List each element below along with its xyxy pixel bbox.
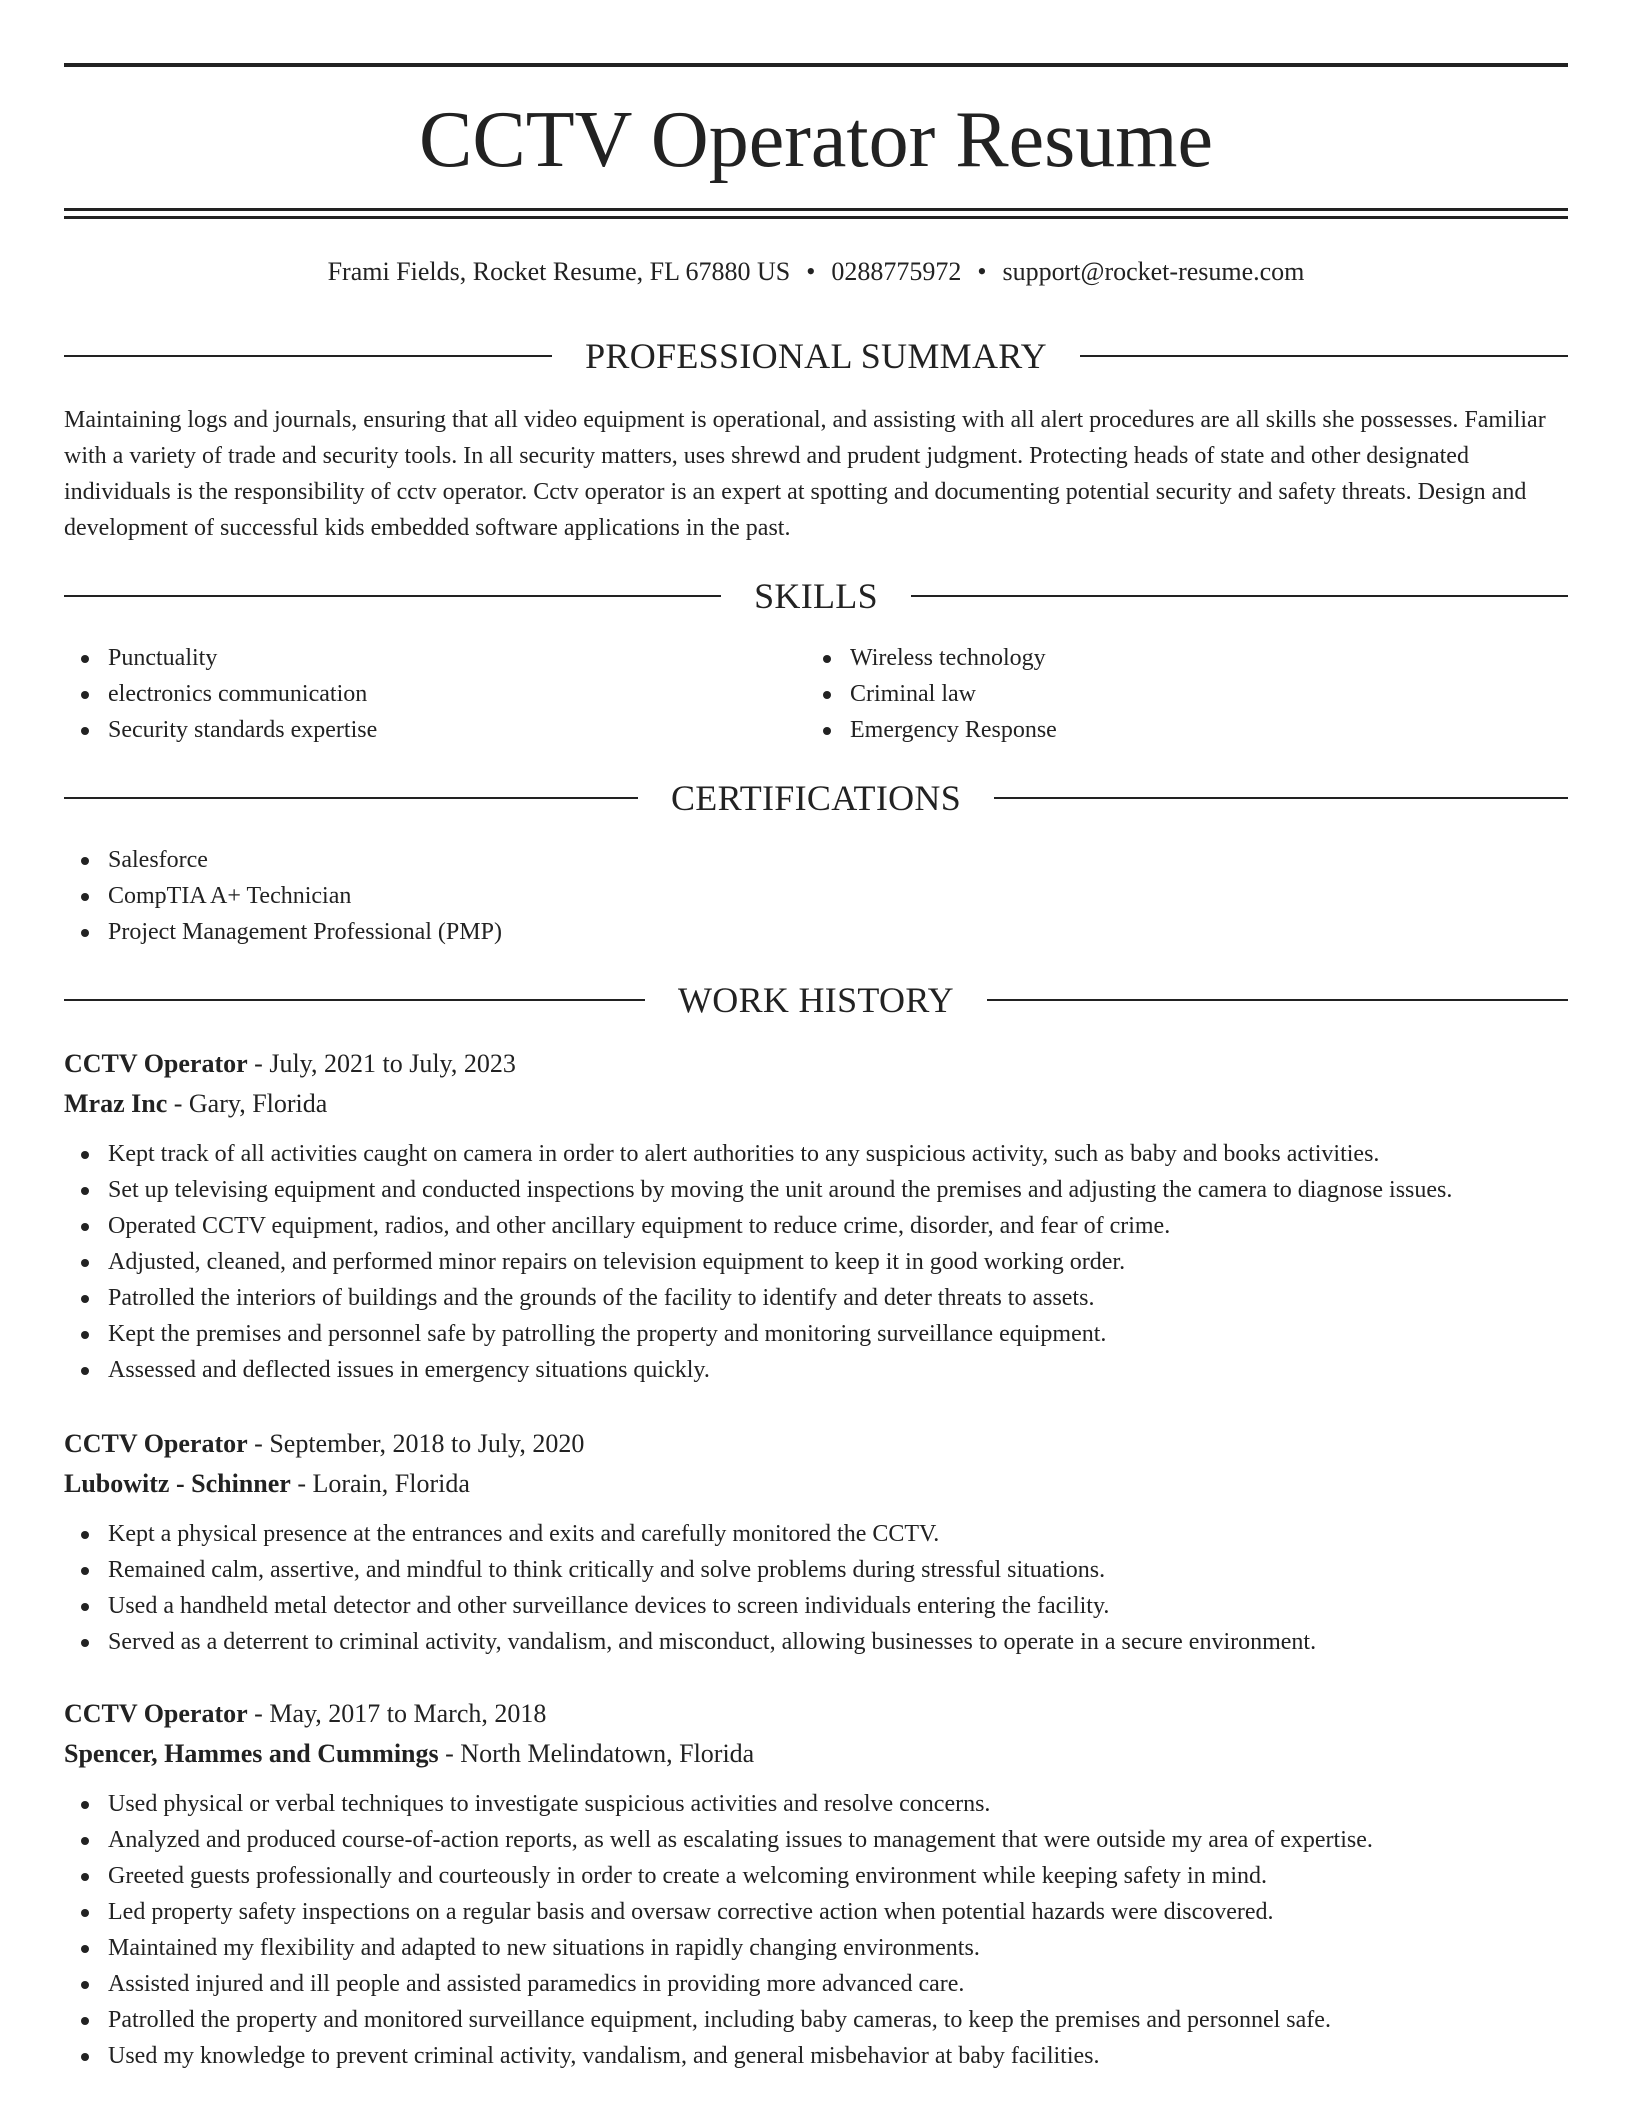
section-heading-summary (64, 336, 1568, 376)
list-item: Wireless technology (806, 640, 1548, 676)
list-item: Assessed and deflected issues in emergency situations quickly. (64, 1352, 1568, 1388)
heading-rule (911, 595, 1568, 597)
company-name: Spencer, Hammes and Cummings (64, 1739, 439, 1768)
heading-rule (64, 355, 552, 357)
company-location: - North Melindatown, Florida (438, 1739, 755, 1768)
job-company-line (64, 1734, 1568, 1774)
list-item: Operated CCTV equipment, radios, and other ancillary equipment to reduce crime, disorder, and fear of crime. (64, 1208, 1568, 1244)
summary-text: Maintaining logs and journals, ensuring that all video equipment is operational, and assisting with all alert procedures are all skills she possesses. Familiar with a variety of trade and security tools. In all security matters, uses shrewd and prudent judgment. Protecting heads of state and other designated individuals is the responsibility of cctv operator. Cctv operator is an expert at spotting and documenting potential security and safety threats. Design and development of successful kids embedded software applications in the past. (64, 407, 1546, 541)
list-item: Emergency Response (806, 712, 1548, 748)
list-item: Kept the premises and personnel safe by patrolling the property and monitoring surveillance equipment. (64, 1316, 1568, 1352)
list-item: Analyzed and produced course-of-action reports, as well as escalating issues to management that were outside my area of expertise. (64, 1822, 1568, 1858)
job-dates: - September, 2018 to July, 2020 (247, 1429, 585, 1458)
job-role-line (64, 1044, 1568, 1084)
section-title: PROFESSIONAL SUMMARY (585, 336, 1047, 376)
company-name: Mraz Inc (64, 1089, 168, 1118)
list-item: Project Management Professional (PMP) (64, 914, 1568, 950)
certifications-list (64, 842, 1568, 950)
job-duties (64, 1786, 1568, 2074)
section-title: WORK HISTORY (678, 980, 954, 1020)
page-title: CCTV Operator Resume (419, 96, 1213, 184)
list-item: Assisted injured and ill people and assisted paramedics in providing more advanced care. (64, 1966, 1568, 2002)
list-item: Served as a deterrent to criminal activity, vandalism, and misconduct, allowing businesses to operate in a secure environment. (64, 1624, 1568, 1660)
list-item: CompTIA A+ Technician (64, 878, 1568, 914)
list-item: Led property safety inspections on a regular basis and oversaw corrective action when potential hazards were discovered. (64, 1894, 1568, 1930)
list-item: Patrolled the interiors of buildings and the grounds of the facility to identify and deter threats to assets. (64, 1280, 1568, 1316)
heading-rule (64, 797, 638, 799)
list-item: Criminal law (806, 676, 1548, 712)
contact-email[interactable]: support@rocket-resume.com (1002, 257, 1305, 286)
list-item: Greeted guests professionally and courteously in order to create a welcoming environment while keeping safety in mind. (64, 1858, 1568, 1894)
job-duties (64, 1136, 1568, 1388)
company-location: - Gary, Florida (167, 1089, 328, 1118)
list-item: Used my knowledge to prevent criminal activity, vandalism, and general misbehavior at baby facilities. (64, 2038, 1568, 2074)
list-item: Remained calm, assertive, and mindful to think critically and solve problems during stressful situations. (64, 1552, 1568, 1588)
job-role-line (64, 1694, 1568, 1734)
list-item: Maintained my flexibility and adapted to new situations in rapidly changing environments. (64, 1930, 1568, 1966)
job-company-line (64, 1084, 1568, 1124)
section-title: CERTIFICATIONS (670, 778, 962, 818)
job-role-line (64, 1424, 1568, 1464)
title-double-rule (64, 208, 1568, 219)
job-entry (64, 1694, 1568, 2074)
job-entry (64, 1424, 1568, 1660)
list-item: Salesforce (64, 842, 1568, 878)
heading-rule (64, 999, 645, 1001)
skills-column-right (806, 640, 1548, 748)
section-heading-certifications (64, 778, 1568, 818)
top-rule (64, 63, 1568, 67)
list-item: Adjusted, cleaned, and performed minor repairs on television equipment to keep it in good working order. (64, 1244, 1568, 1280)
job-dates: - May, 2017 to March, 2018 (247, 1699, 547, 1728)
list-item: Used a handheld metal detector and other surveillance devices to screen individuals entering the facility. (64, 1588, 1568, 1624)
job-dates: - July, 2021 to July, 2023 (247, 1049, 516, 1078)
list-item: electronics communication (64, 676, 806, 712)
contact-phone: 0288775972 (831, 257, 962, 286)
list-item: Punctuality (64, 640, 806, 676)
contact-separator: • (806, 257, 816, 286)
job-duties (64, 1516, 1568, 1660)
job-title: CCTV Operator (64, 1699, 248, 1728)
job-title: CCTV Operator (64, 1429, 248, 1458)
job-title: CCTV Operator (64, 1049, 248, 1078)
skills-list (64, 640, 1568, 748)
list-item: Kept a physical presence at the entrances and exits and carefully monitored the CCTV. (64, 1516, 1568, 1552)
contact-address: Frami Fields, Rocket Resume, FL 67880 US (327, 257, 791, 286)
job-entry (64, 1044, 1568, 1388)
section-title: SKILLS (754, 576, 878, 616)
list-item: Security standards expertise (64, 712, 806, 748)
heading-rule (1080, 355, 1568, 357)
list-item: Kept track of all activities caught on camera in order to alert authorities to any suspicious activity, such as baby and books activities. (64, 1136, 1568, 1172)
list-item: Patrolled the property and monitored surveillance equipment, including baby cameras, to keep the premises and personnel safe. (64, 2002, 1568, 2038)
list-item: Set up televising equipment and conducted inspections by moving the unit around the premises and adjusting the camera to diagnose issues. (64, 1172, 1568, 1208)
job-company-line (64, 1464, 1568, 1504)
skills-column-left (64, 640, 806, 748)
company-name: Lubowitz - Schinner (64, 1469, 291, 1498)
list-item: Used physical or verbal techniques to investigate suspicious activities and resolve concerns. (64, 1786, 1568, 1822)
company-location: - Lorain, Florida (290, 1469, 470, 1498)
contact-line (64, 256, 1568, 288)
heading-rule (64, 595, 721, 597)
heading-rule (987, 999, 1568, 1001)
section-heading-skills (64, 576, 1568, 616)
heading-rule (994, 797, 1568, 799)
section-heading-work-history (64, 980, 1568, 1020)
contact-separator: • (977, 257, 987, 286)
